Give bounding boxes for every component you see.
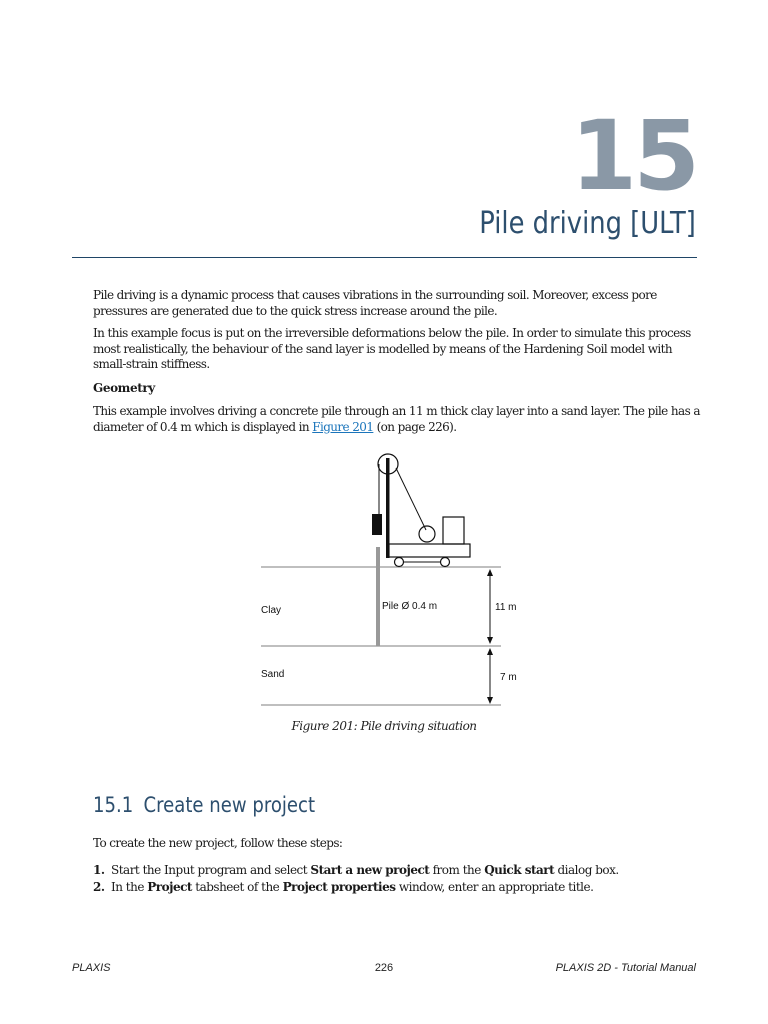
pile-label: Pile Ø 0.4 m [382,601,438,612]
section-title: Create new project [143,793,316,817]
dimension-arrow-sand-bottom [487,697,493,704]
geometry-text-end: (on page 226). [373,419,457,434]
figure-201-link[interactable]: Figure 201 [312,419,374,434]
section-heading [93,793,315,817]
sand-label: Sand [261,669,285,680]
rig-wheel-right [441,558,450,567]
chapter-title: Pile driving [ULT] [479,206,696,241]
page-number: 226 [374,962,394,974]
step-number: 1. [93,863,105,877]
rig-wheel-left [395,558,404,567]
geometry-paragraph [93,404,703,435]
rig-hammer [372,514,382,535]
step-text: from the [429,863,485,877]
dimension-arrow-sand-top [487,648,493,655]
chapter-number: 15 [570,100,696,212]
step-text: Start the Input program and select [111,863,311,877]
step-text: window, enter an appropriate title. [395,880,594,894]
rig-cable-back [396,468,426,530]
step-text: In the [111,880,148,894]
clay-label: Clay [261,605,282,616]
steps-list [93,862,713,896]
step-bold: Project [147,880,192,894]
clay-depth-label: 11 m [495,602,517,613]
pile-driving-figure [250,450,520,715]
figure-caption: Figure 201: Pile driving situation [291,719,477,733]
step-bold: Start a new project [310,863,430,877]
title-rule [72,257,697,258]
section-intro: To create the new project, follow these steps: [93,836,343,850]
intro-paragraph-2: In this example focus is put on the irreversible deformations below the pile. In order to simulate this process most realistically, the behaviour of the sand layer is modelled by means of the Hardening Soil model with small-strain stiffness. [93,326,691,372]
rig-base-platform [389,544,470,557]
sand-depth-label: 7 m [500,672,517,683]
step-item [93,862,713,879]
geometry-text: This example involves driving a concrete pile through an 11 m thick clay layer into a sand layer. The pile has a diameter of 0.4 m which is displayed in [93,404,700,434]
step-number: 2. [93,880,105,894]
intro-paragraph-1: Pile driving is a dynamic process that causes vibrations in the surrounding soil. Moreover, excess pore pressures are generated due to the quick stress increase around the pile. [93,288,657,318]
step-bold: Project properties [282,880,396,894]
pile-driving-diagram [250,450,520,715]
footer-left: PLAXIS [72,962,111,974]
dimension-arrow-clay-top [487,569,493,576]
step-item [93,879,713,896]
dimension-arrow-clay-bottom [487,637,493,644]
rig-engine-house [443,517,464,544]
rig-winch [419,526,435,542]
footer-right: PLAXIS 2D - Tutorial Manual [555,962,696,974]
geometry-heading: Geometry [93,381,155,395]
step-text: tabsheet of the [191,880,283,894]
section-number: 15.1 [93,793,134,817]
step-text: dialog box. [554,863,619,877]
rig-mast [386,458,390,558]
pile [376,547,380,646]
step-bold: Quick start [484,863,555,877]
